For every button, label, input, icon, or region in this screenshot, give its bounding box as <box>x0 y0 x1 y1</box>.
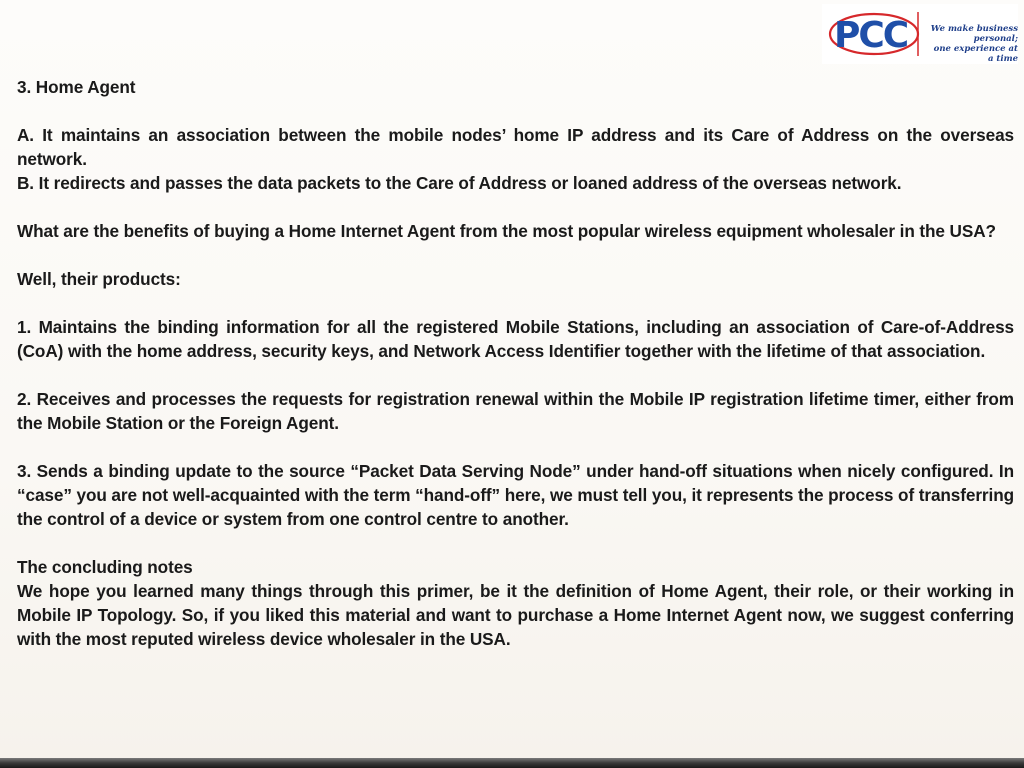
point-b: B. It redirects and passes the data packets to the Care of Address or loaned address of the overseas network. <box>17 173 902 193</box>
benefit-item-2: 2. Receives and processes the requests for registration renewal within the Mobile IP registration lifetime timer, either from the Mobile Station or the Foreign Agent. <box>17 389 1014 433</box>
logo-text: PCC <box>834 15 908 56</box>
logo-tagline-line1: We make business personal; <box>930 24 1018 44</box>
concluding-text: We hope you learned many things through this primer, be it the definition of Home Agent, their role, or their working in Mobile IP Topology. So, if you liked this material and want to purchase a Home Internet Agent now, we suggest conferring with the most reputed wireless device wholesaler in the USA. <box>17 581 1014 649</box>
company-logo <box>822 4 1018 64</box>
logo-tagline <box>926 24 1018 64</box>
bottom-border-bar <box>0 758 1024 768</box>
pcc-logo-mark <box>828 10 924 58</box>
benefits-question: What are the benefits of buying a Home Internet Agent from the most popular wireless equipment wholesaler in the USA? <box>17 221 996 241</box>
logo-tagline-line2: one experience at a time <box>933 44 1018 64</box>
concluding-heading: The concluding notes <box>17 557 193 577</box>
section-heading: 3. Home Agent <box>17 77 136 97</box>
slide-body <box>17 75 1014 651</box>
benefit-item-1: 1. Maintains the binding information for all the registered Mobile Stations, including an association of Care-of-Address (CoA) with the home address, security keys, and Network Access Identifier together with the lifetime of that association. <box>17 317 1014 361</box>
point-a: A. It maintains an association between the mobile nodes’ home IP address and its Care of Address on the overseas network. <box>17 125 1014 169</box>
products-intro: Well, their products: <box>17 269 181 289</box>
benefit-item-3: 3. Sends a binding update to the source “Packet Data Serving Node” under hand-off situations when nicely configured. In “case” you are not well-acquainted with the term “hand-off” here, we must tell you, it represents the process of transferring the control of a device or system from one control centre to another. <box>17 461 1014 529</box>
